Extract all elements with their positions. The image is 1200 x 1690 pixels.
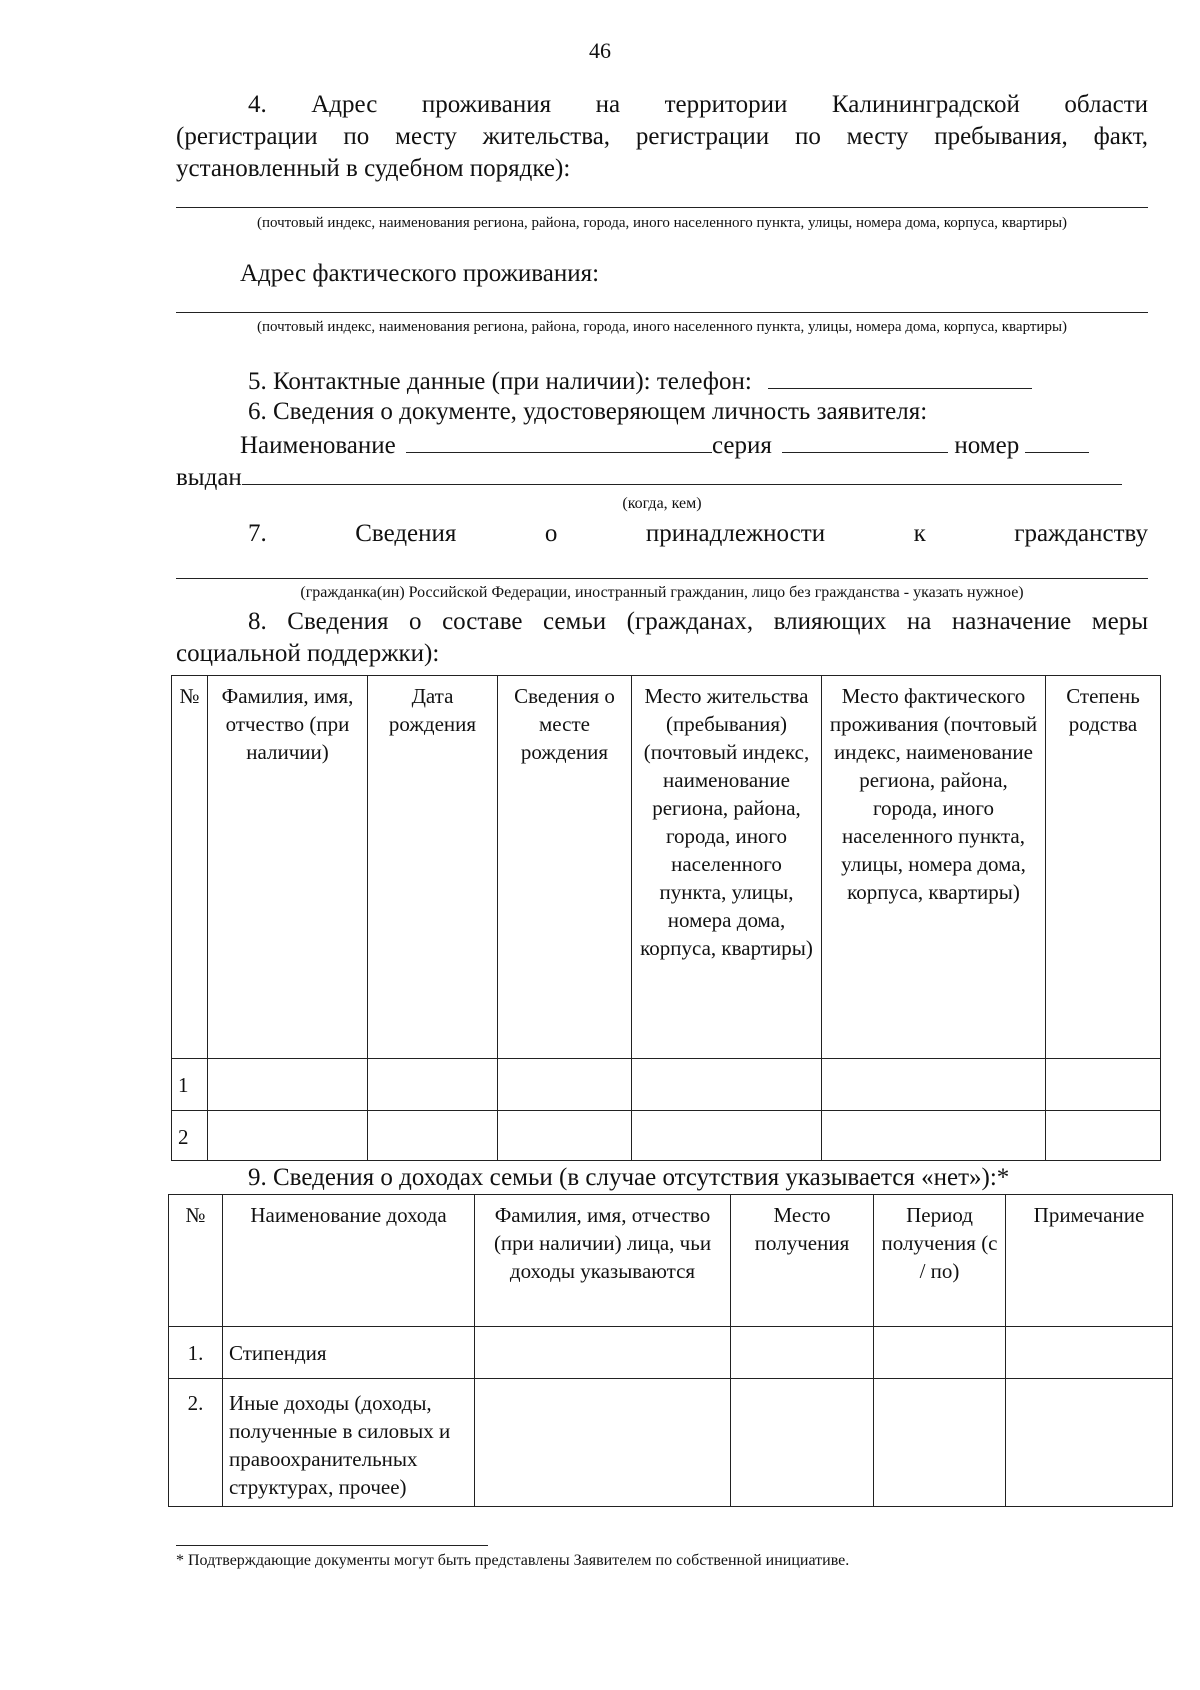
family-col-residence: Место жительства (пребывания) (почтовый индекс, наименование региона, района, города, иного населенного пункта, улицы, номера дома, корпуса, квартиры) [632,676,822,1059]
family-row-num: 1 [172,1059,208,1111]
table-cell[interactable] [632,1111,822,1161]
table-cell[interactable] [368,1059,498,1111]
doc-number-field[interactable] [1025,428,1089,453]
table-cell[interactable] [731,1379,874,1507]
income-col-note: Примечание [1006,1195,1173,1327]
address-caption: (почтовый индекс, наименования региона, района, города, иного населенного пункта, улицы, номера дома, корпуса, квартиры) [256,215,1068,231]
table-cell[interactable] [208,1111,368,1161]
family-row-num: 2 [172,1111,208,1161]
table-cell[interactable] [498,1059,632,1111]
income-row-name: Стипендия [223,1327,475,1379]
table-row [172,1059,1161,1111]
actual-address-line[interactable] [176,312,1148,313]
doc-series-label: серия [712,432,772,459]
table-cell[interactable] [731,1327,874,1379]
table-cell[interactable] [1046,1111,1161,1161]
contact-row [248,364,1032,398]
table-cell[interactable] [1006,1379,1173,1507]
footnote: * Подтверждающие документы могут быть представлены Заявителем по собственной инициативе. [176,1552,850,1569]
table-cell[interactable] [632,1059,822,1111]
section4-line3: установленный в судебном порядке): [176,155,571,182]
income-title: 9. Сведения о доходах семьи (в случае отсутствия указывается «нет»):* [248,1164,1010,1191]
income-row-num: 1. [169,1327,223,1379]
table-row [169,1327,1173,1379]
id-document-title: 6. Сведения о документе, удостоверяющем личность заявителя: [248,398,928,425]
table-cell[interactable] [822,1059,1046,1111]
footnote-rule [176,1545,488,1546]
income-col-person: Фамилия, имя, отчество (при наличии) лица, чьи доходы указываются [475,1195,731,1327]
income-col-num: № [169,1195,223,1327]
doc-number-label: номер [954,432,1020,459]
phone-field[interactable] [768,364,1032,389]
income-col-place: Место получения [731,1195,874,1327]
income-col-name: Наименование дохода [223,1195,475,1327]
doc-series-field[interactable] [782,428,948,453]
actual-address-label: Адрес фактического проживания: [240,260,600,287]
citizenship-line: 7. Сведения о принадлежности к гражданству [248,520,1148,547]
family-col-birthdate: Дата рождения [368,676,498,1059]
issued-field[interactable] [242,460,1122,485]
table-cell[interactable] [475,1379,731,1507]
issued-label: выдан [176,464,242,491]
section4-line2: (регистрации по месту жительства, регистрации по месту пребывания, факт, [176,123,1148,150]
table-cell[interactable] [498,1111,632,1161]
table-row [169,1379,1173,1507]
table-cell[interactable] [208,1059,368,1111]
table-cell[interactable] [874,1379,1006,1507]
family-title-line2: социальной поддержки): [176,640,440,667]
table-cell[interactable] [475,1327,731,1379]
income-row-num: 2. [169,1379,223,1507]
family-title-line1: 8. Сведения о составе семьи (гражданах, влияющих на назначение меры [248,608,1148,635]
contact-label: 5. Контактные данные (при наличии): телефон: [248,368,752,395]
section4-line1: 4. Адрес проживания на территории Калининградской области [248,91,1148,118]
doc-name-field[interactable] [406,428,712,453]
table-row [172,1111,1161,1161]
family-col-actual-residence: Место фактического проживания (почтовый индекс, наименование региона, района, города, иного населенного пункта, улицы, номера дома, корпуса, квартиры) [822,676,1046,1059]
family-col-num: № [172,676,208,1059]
income-table [168,1194,1173,1507]
income-col-period: Период получения (с / по) [874,1195,1006,1327]
table-cell[interactable] [822,1111,1046,1161]
family-table [171,675,1161,1161]
family-col-relation: Степень родства [1046,676,1161,1059]
family-col-fio: Фамилия, имя, отчество (при наличии) [208,676,368,1059]
issued-caption: (когда, кем) [622,495,702,512]
table-cell[interactable] [1006,1327,1173,1379]
citizenship-field[interactable] [176,578,1148,579]
id-document-row [240,428,1089,462]
address-line[interactable] [176,207,1148,208]
citizenship-caption: (гражданка(ин) Российской Федерации, иностранный гражданин, лицо без гражданства - указать нужное) [300,584,1024,601]
page-number: 46 [589,38,611,63]
table-cell[interactable] [1046,1059,1161,1111]
income-row-name: Иные доходы (доходы, полученные в силовых и правоохранительных структурах, прочее) [223,1379,475,1507]
issued-row [176,460,1122,494]
actual-address-caption: (почтовый индекс, наименования региона, района, города, иного населенного пункта, улицы, номера дома, корпуса, квартиры) [256,319,1068,335]
doc-name-label: Наименование [240,432,396,459]
family-header-row [172,676,1161,1059]
family-col-birthplace: Сведения о месте рождения [498,676,632,1059]
income-header-row [169,1195,1173,1327]
table-cell[interactable] [874,1327,1006,1379]
table-cell[interactable] [368,1111,498,1161]
